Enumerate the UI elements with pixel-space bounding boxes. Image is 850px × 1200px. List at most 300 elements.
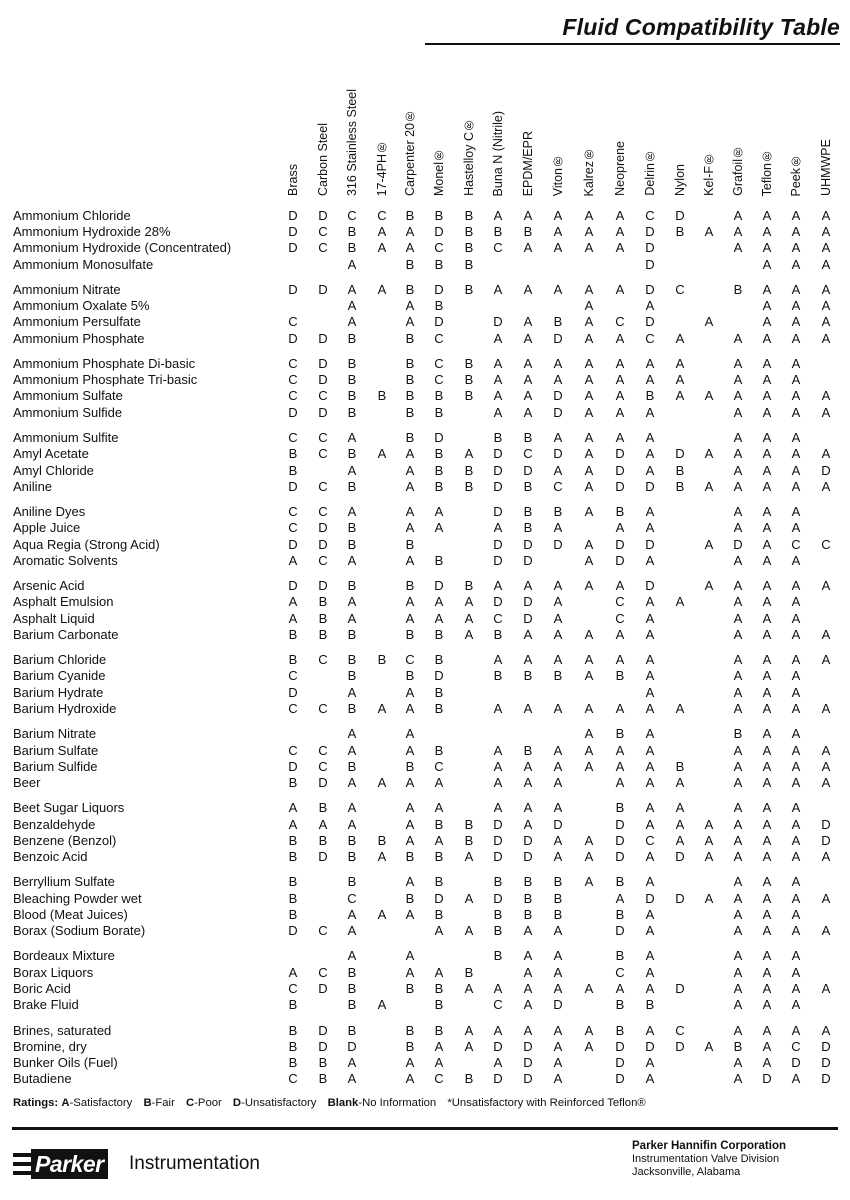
legend-item-blank: Blank-No Information	[327, 1097, 437, 1109]
rating-cell: B	[405, 404, 415, 420]
fluid-name: Bunker Oils (Fuel)	[13, 1054, 118, 1070]
rating-cell: A	[347, 256, 357, 272]
fluid-name: Aromatic Solvents	[13, 552, 118, 568]
rating-cell: A	[645, 1054, 655, 1070]
rating-cell: D	[434, 314, 444, 330]
rating-cell: A	[733, 240, 743, 256]
rating-cell: A	[377, 224, 387, 240]
rating-cell: A	[584, 758, 594, 774]
rating-cell: A	[733, 906, 743, 922]
rating-cell: C	[645, 832, 655, 848]
table-row	[0, 668, 850, 684]
rating-cell: D	[318, 980, 328, 996]
title-rule	[425, 43, 840, 45]
rating-cell: A	[464, 848, 474, 864]
rating-cell: B	[318, 626, 328, 642]
material-column-headers	[0, 60, 850, 200]
rating-cell: A	[645, 504, 655, 520]
rating-cell: A	[821, 652, 831, 668]
fluid-name: Ammonium Nitrate	[13, 282, 121, 298]
row-group	[0, 948, 850, 1013]
rating-cell: B	[434, 552, 444, 568]
rating-cell: A	[645, 356, 655, 372]
rating-cell: A	[584, 742, 594, 758]
rating-cell: D	[645, 478, 655, 494]
legend-item-d: D-Unsatisfactory	[232, 1097, 317, 1109]
rating-cell: A	[821, 224, 831, 240]
table-row	[0, 1055, 850, 1071]
row-group	[0, 800, 850, 865]
rating-cell: A	[791, 668, 801, 684]
fluid-name: Benzoic Acid	[13, 848, 88, 864]
fluid-name: Butadiene	[13, 1071, 72, 1087]
table-row	[0, 298, 850, 314]
rating-cell: A	[762, 964, 772, 980]
rating-cell: A	[523, 578, 533, 594]
rating-cell: A	[645, 372, 655, 388]
rating-cell: A	[288, 594, 298, 610]
rating-cell: A	[762, 922, 772, 938]
rating-cell: A	[553, 208, 563, 223]
rating-cell: A	[493, 1022, 503, 1038]
rating-cell: A	[791, 504, 801, 520]
rating-cell: D	[645, 314, 655, 330]
rating-cell: B	[615, 874, 625, 890]
rating-cell: C	[615, 964, 625, 980]
rating-cell: A	[584, 224, 594, 240]
rating-cell: B	[675, 224, 685, 240]
rating-cell: C	[821, 536, 831, 552]
rating-cell: A	[791, 922, 801, 938]
rating-cell: A	[762, 240, 772, 256]
rating-cell: B	[615, 504, 625, 520]
rating-cell: D	[615, 922, 625, 938]
rating-cell: D	[318, 848, 328, 864]
rating-cell: B	[288, 774, 298, 790]
rating-cell: A	[523, 652, 533, 668]
rating-cell: A	[791, 980, 801, 996]
rating-cell: A	[584, 478, 594, 494]
rating-cell: A	[704, 578, 714, 594]
rating-cell: A	[733, 800, 743, 816]
rating-cell: B	[347, 832, 357, 848]
rating-cell: A	[553, 610, 563, 626]
rating-cell: D	[553, 816, 563, 832]
rating-cell: B	[405, 758, 415, 774]
table-row	[0, 743, 850, 759]
legend-item-c: C-Poor	[185, 1097, 222, 1109]
rating-cell: D	[288, 758, 298, 774]
rating-cell: B	[493, 668, 503, 684]
rating-cell: C	[288, 1071, 298, 1087]
rating-cell: B	[347, 372, 357, 388]
rating-cell: B	[405, 282, 415, 298]
rating-cell: A	[493, 282, 503, 298]
rating-cell: A	[553, 652, 563, 668]
rating-cell: C	[434, 330, 444, 346]
rating-cell: D	[493, 446, 503, 462]
table-row	[0, 520, 850, 536]
rating-cell: C	[615, 594, 625, 610]
column-header: Hastelloy C®	[462, 118, 476, 196]
rating-cell: A	[584, 1038, 594, 1054]
table-row	[0, 817, 850, 833]
table-row	[0, 405, 850, 421]
rating-cell: A	[347, 298, 357, 314]
rating-cell: D	[434, 430, 444, 446]
rating-cell: D	[645, 890, 655, 906]
rating-cell: A	[553, 948, 563, 964]
rating-cell: A	[615, 208, 625, 223]
rating-cell: A	[762, 404, 772, 420]
rating-cell: A	[493, 404, 503, 420]
rating-cell: A	[553, 240, 563, 256]
rating-cell: D	[553, 330, 563, 346]
rating-cell: B	[493, 430, 503, 446]
rating-cell: A	[405, 552, 415, 568]
rating-cell: D	[523, 552, 533, 568]
rating-cell: A	[791, 388, 801, 404]
rating-cell: B	[434, 298, 444, 314]
rating-cell: B	[645, 997, 655, 1013]
table-row	[0, 997, 850, 1013]
rating-cell: A	[377, 700, 387, 716]
rating-cell: D	[318, 372, 328, 388]
rating-cell: D	[347, 1038, 357, 1054]
rating-cell: A	[347, 552, 357, 568]
rating-cell: B	[288, 1038, 298, 1054]
rating-cell: A	[553, 758, 563, 774]
table-row	[0, 775, 850, 791]
rating-cell: D	[523, 1054, 533, 1070]
rating-cell: A	[523, 700, 533, 716]
rating-cell: A	[645, 758, 655, 774]
rating-cell: A	[553, 626, 563, 642]
rating-cell: B	[434, 388, 444, 404]
rating-cell: B	[434, 478, 444, 494]
rating-cell: A	[615, 430, 625, 446]
rating-cell: D	[553, 388, 563, 404]
rating-cell: A	[762, 504, 772, 520]
rating-cell: A	[762, 874, 772, 890]
table-row	[0, 537, 850, 553]
rating-cell: B	[405, 208, 415, 223]
table-row	[0, 463, 850, 479]
rating-cell: A	[762, 980, 772, 996]
rating-cell: B	[347, 536, 357, 552]
rating-cell: A	[434, 504, 444, 520]
rating-cell: B	[523, 890, 533, 906]
company-info	[632, 1140, 786, 1179]
rating-cell: A	[762, 388, 772, 404]
rating-cell: C	[645, 330, 655, 346]
rating-cell: B	[733, 1038, 743, 1054]
rating-cell: A	[733, 700, 743, 716]
rating-cell: A	[762, 758, 772, 774]
rating-cell: A	[584, 552, 594, 568]
rating-cell: A	[377, 774, 387, 790]
rating-cell: C	[318, 478, 328, 494]
rating-cell: D	[645, 1038, 655, 1054]
rating-cell: B	[434, 446, 444, 462]
rating-cell: A	[523, 626, 533, 642]
fluid-name: Ammonium Hydroxide 28%	[13, 224, 171, 240]
rating-cell: A	[645, 948, 655, 964]
column-header: Delrin®	[643, 149, 657, 196]
rating-cell: A	[288, 552, 298, 568]
rating-cell: A	[821, 282, 831, 298]
rating-cell: A	[791, 224, 801, 240]
rating-cell: A	[704, 890, 714, 906]
rating-cell: A	[645, 922, 655, 938]
rating-cell: A	[347, 816, 357, 832]
rating-cell: B	[523, 430, 533, 446]
rating-cell: A	[347, 726, 357, 742]
rating-cell: A	[347, 314, 357, 330]
rating-cell: A	[584, 848, 594, 864]
rating-cell: D	[615, 816, 625, 832]
rating-cell: C	[288, 668, 298, 684]
rating-cell: B	[377, 388, 387, 404]
rating-cell: B	[675, 462, 685, 478]
rating-cell: A	[347, 504, 357, 520]
rating-cell: A	[584, 1022, 594, 1038]
rating-cell: C	[347, 890, 357, 906]
rating-cell: C	[434, 758, 444, 774]
fluid-name: Ammonium Sulfide	[13, 404, 123, 420]
column-header: Grafoil®	[731, 145, 745, 196]
rating-cell: A	[762, 356, 772, 372]
column-header: Monel®	[432, 147, 446, 196]
rating-cell: A	[347, 774, 357, 790]
rating-cell: C	[318, 922, 328, 938]
rating-cell: A	[553, 700, 563, 716]
rating-cell: C	[434, 372, 444, 388]
rating-cell: A	[645, 816, 655, 832]
rating-cell: B	[434, 742, 444, 758]
rating-cell: D	[645, 536, 655, 552]
rating-cell: D	[675, 980, 685, 996]
rating-cell: B	[347, 626, 357, 642]
rating-cell: B	[434, 906, 444, 922]
rating-cell: A	[405, 726, 415, 742]
fluid-name: Ammonium Sulfate	[13, 388, 123, 404]
rating-cell: A	[434, 610, 444, 626]
rating-cell: A	[434, 1038, 444, 1054]
rating-cell: A	[645, 726, 655, 742]
rating-cell: D	[523, 1071, 533, 1087]
rating-cell: D	[675, 1038, 685, 1054]
rating-cell: B	[615, 948, 625, 964]
rating-cell: A	[553, 980, 563, 996]
rating-cell: B	[318, 800, 328, 816]
fluid-name: Bromine, dry	[13, 1038, 87, 1054]
table-row	[0, 611, 850, 627]
rating-cell: A	[405, 816, 415, 832]
rating-cell: A	[762, 478, 772, 494]
rating-cell: A	[645, 774, 655, 790]
rating-cell: A	[615, 980, 625, 996]
rating-cell: C	[288, 700, 298, 716]
fluid-name: Ammonium Sulfite	[13, 430, 119, 446]
rating-cell: A	[733, 552, 743, 568]
table-row	[0, 874, 850, 890]
rating-cell: B	[553, 504, 563, 520]
rating-cell: C	[318, 240, 328, 256]
rating-cell: D	[553, 997, 563, 1013]
rating-cell: B	[464, 964, 474, 980]
rating-cell: A	[821, 446, 831, 462]
rating-cell: A	[377, 906, 387, 922]
rating-cell: A	[615, 700, 625, 716]
rating-cell: A	[733, 388, 743, 404]
legend-note: *Unsatisfactory with Reinforced Teflon®	[447, 1097, 646, 1109]
rating-cell: A	[553, 922, 563, 938]
rating-cell: A	[584, 356, 594, 372]
table-row	[0, 224, 850, 240]
rating-cell: A	[523, 997, 533, 1013]
rating-cell: D	[493, 314, 503, 330]
rating-cell: C	[434, 1071, 444, 1087]
rating-cell: D	[762, 1071, 772, 1087]
table-row	[0, 923, 850, 939]
rating-cell: A	[791, 742, 801, 758]
rating-cell: D	[615, 1038, 625, 1054]
table-row	[0, 314, 850, 330]
rating-cell: B	[405, 536, 415, 552]
rating-cell: A	[762, 832, 772, 848]
rating-cell: A	[791, 446, 801, 462]
rating-cell: A	[584, 388, 594, 404]
rating-cell: B	[405, 578, 415, 594]
rating-cell: A	[464, 446, 474, 462]
rating-cell: A	[704, 816, 714, 832]
rating-cell: B	[615, 906, 625, 922]
rating-cell: D	[791, 1054, 801, 1070]
rating-cell: D	[318, 208, 328, 223]
rating-cell: B	[615, 800, 625, 816]
rating-cell: A	[405, 1054, 415, 1070]
rating-cell: A	[405, 298, 415, 314]
company-name: Parker Hannifin Corporation	[632, 1140, 786, 1152]
rating-cell: A	[318, 816, 328, 832]
column-header: 17-4PH®	[375, 139, 389, 196]
rating-cell: A	[733, 980, 743, 996]
rating-cell: A	[377, 240, 387, 256]
rating-cell: D	[675, 208, 685, 223]
fluid-name: Amyl Chloride	[13, 462, 94, 478]
rating-cell: A	[645, 800, 655, 816]
rating-cell: A	[762, 626, 772, 642]
rating-cell: A	[645, 906, 655, 922]
rating-cell: A	[553, 520, 563, 536]
rating-cell: A	[464, 626, 474, 642]
rating-cell: D	[493, 594, 503, 610]
rating-cell: B	[405, 1038, 415, 1054]
rating-cell: D	[733, 536, 743, 552]
rating-cell: A	[762, 462, 772, 478]
row-group	[0, 578, 850, 643]
rating-cell: B	[464, 832, 474, 848]
rating-cell: B	[523, 478, 533, 494]
rating-cell: A	[733, 208, 743, 223]
rating-cell: B	[347, 758, 357, 774]
fluid-name: Ammonium Monosulfate	[13, 256, 154, 272]
rating-cell: A	[762, 906, 772, 922]
rating-cell: A	[704, 446, 714, 462]
rating-cell: B	[347, 404, 357, 420]
fluid-name: Barium Chloride	[13, 652, 107, 668]
rating-cell: A	[733, 964, 743, 980]
column-header: Buna N (Nitrile)	[491, 110, 505, 196]
rating-cell: A	[762, 520, 772, 536]
rating-cell: D	[645, 578, 655, 594]
rating-cell: B	[405, 430, 415, 446]
rating-cell: A	[493, 372, 503, 388]
rating-cell: C	[288, 372, 298, 388]
table-row	[0, 627, 850, 643]
column-header: UHMWPE	[819, 139, 833, 196]
rating-cell: A	[645, 430, 655, 446]
rating-cell: A	[762, 848, 772, 864]
rating-cell: D	[821, 832, 831, 848]
rating-cell: C	[645, 208, 655, 223]
rating-cell: A	[405, 520, 415, 536]
rating-cell: A	[762, 224, 772, 240]
rating-cell: A	[791, 906, 801, 922]
rating-cell: D	[318, 536, 328, 552]
rating-cell: A	[675, 388, 685, 404]
rating-cell: A	[762, 684, 772, 700]
rating-cell: D	[523, 610, 533, 626]
rating-cell: C	[318, 964, 328, 980]
rating-cell: B	[347, 356, 357, 372]
rating-cell: A	[762, 578, 772, 594]
rating-cell: D	[523, 536, 533, 552]
rating-cell: B	[405, 388, 415, 404]
rating-cell: C	[493, 997, 503, 1013]
rating-cell: D	[523, 594, 533, 610]
table-row	[0, 800, 850, 816]
rating-cell: C	[791, 536, 801, 552]
rating-cell: A	[791, 256, 801, 272]
rating-cell: A	[821, 758, 831, 774]
rating-cell: A	[821, 742, 831, 758]
rating-cell: A	[821, 980, 831, 996]
fluid-name: Ammonium Oxalate 5%	[13, 298, 150, 314]
rating-cell: A	[553, 224, 563, 240]
rating-cell: B	[615, 997, 625, 1013]
rating-cell: B	[288, 874, 298, 890]
rating-cell: A	[493, 520, 503, 536]
rating-cell: B	[377, 652, 387, 668]
rating-cell: A	[584, 404, 594, 420]
rating-cell: D	[288, 478, 298, 494]
rating-cell: C	[347, 208, 357, 223]
rating-cell: B	[434, 997, 444, 1013]
rating-cell: A	[733, 478, 743, 494]
table-row	[0, 1023, 850, 1039]
rating-cell: A	[645, 742, 655, 758]
rating-cell: A	[615, 774, 625, 790]
fluid-name: Apple Juice	[13, 520, 81, 536]
rating-cell: D	[645, 282, 655, 298]
rating-cell: A	[434, 520, 444, 536]
rating-cell: A	[762, 314, 772, 330]
rating-cell: B	[493, 948, 503, 964]
rating-cell: A	[791, 478, 801, 494]
logo-subtitle: Instrumentation	[129, 1153, 260, 1174]
